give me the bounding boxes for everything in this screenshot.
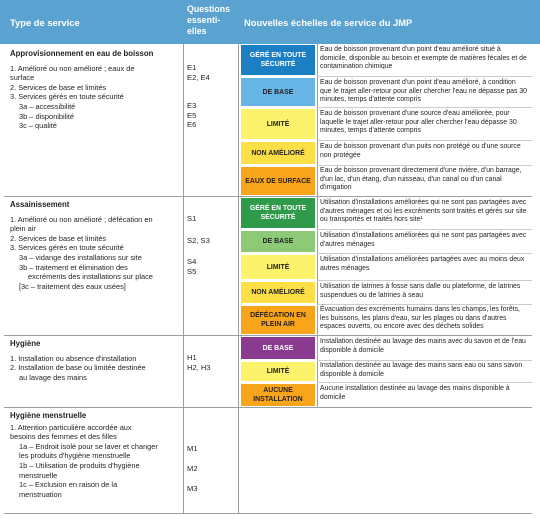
row-divider	[317, 304, 532, 305]
section-sanitation: Assainissement 1. Amélioré ou non amélioré ; défécation en plein air 2. Services de base et limités 3. Services gérés en toute sécurité 3a – vidange des installations sur site 3b – traitement et élimination des excréments des installations sur place [3c – traitement des eaux usées]	[10, 200, 186, 291]
header-service-ladders: Nouvelles échelles de service du JMP	[244, 17, 413, 28]
level-badge-limited: LIMITÉ	[241, 362, 315, 381]
level-badge-basic: DE BASE	[241, 337, 315, 359]
level-description: Évacuation des excréments humains dans les champs, les forêts, les buissons, les plans d'eau, sur les plages ou dans d'autres espaces ouverts, ou encore avec des déchets solides	[320, 306, 520, 331]
header-service-type: Type de service	[10, 17, 80, 28]
level-badge-limited: LIMITÉ	[241, 109, 315, 139]
questions-menstrual-hygiene: M1 M2 M3	[187, 444, 198, 493]
section-title: Hygiène	[10, 339, 41, 348]
level-description: Utilisation d'installations améliorées partagées avec au moins deux autres ménages	[320, 256, 525, 272]
row-divider	[317, 107, 532, 108]
row-divider	[317, 253, 532, 254]
row-divider	[317, 165, 532, 166]
level-description: Eau de boisson provenant d'une source d'eau améliorée, pour laquelle le trajet aller-retour pour aller chercher l'eau dépasse 30 minutes, temps d'attente compris	[320, 110, 517, 135]
section-hygiene: Hygiène 1. Installation ou absence d'installation 2. Installation de base ou limitée destinée au lavage des mains	[10, 339, 186, 382]
row-divider	[317, 229, 532, 230]
section-menstrual-hygiene: Hygiène menstruelle 1. Attention particulière accordée aux besoins des femmes et des filles 1a – Endroit isolé pour se laver et changer les produits d'hygiène menstruelle 1b – Utilisation de produits d'hygiène menstruelle 1c – Exclusion en raison de la menstruation	[10, 411, 186, 499]
level-description: Eau de boisson provenant d'un puits non protégé ou d'une source non protégée	[320, 143, 521, 159]
row-divider	[317, 280, 532, 281]
level-badge-open-defecation: DÉFÉCATION EN PLEIN AIR	[241, 306, 315, 334]
level-description: Utilisation d'installations améliorées qui ne sont pas partagées avec d'autres ménages	[320, 232, 527, 248]
questions-sanitation: S1 S2, S3 S4 S5	[187, 214, 210, 276]
level-badge-surface-water: EAUX DE SURFACE	[241, 167, 315, 195]
section-title: Hygiène menstruelle	[10, 411, 87, 420]
row-divider	[317, 140, 532, 141]
level-badge-limited: LIMITÉ	[241, 255, 315, 279]
table-header	[0, 0, 540, 44]
level-badge-basic: DE BASE	[241, 78, 315, 106]
section-divider	[4, 407, 532, 408]
column-divider	[238, 44, 239, 514]
level-description: Installation destinée au lavage des mains avec du savon et de l'eau disponible à domicile	[320, 338, 526, 354]
section-divider	[4, 513, 532, 514]
level-badge-no-facility: AUCUNE INSTALLATION	[241, 384, 315, 406]
level-description: Utilisation de latrines à fosse sans dalle ou plateforme, de latrines suspendues ou de latrines à seau	[320, 283, 521, 299]
questions-water: E1 E2, E4 E3 E5 E6	[187, 63, 210, 130]
level-badge-unimproved: NON AMÉLIORÉ	[241, 142, 315, 164]
questions-hygiene: H1 H2, H3	[187, 353, 211, 372]
section-water: Approvisionnement en eau de boisson 1. Amélioré ou non amélioré ; eaux de surface 2. Services de base et limités 3. Services gérés en toute sécurité 3a – accessibilité 3b – disponibilité 3c – qualité	[10, 49, 186, 131]
section-divider	[4, 196, 532, 197]
level-description: Aucune installation destinée au lavage des mains disponible à domicile	[320, 385, 510, 401]
level-badge-unimproved: NON AMÉLIORÉ	[241, 282, 315, 303]
level-description: Eau de boisson provenant d'un point d'eau amélioré situé à domicile, disponible au besoin et exempte de matières fécales et de contamination chimique	[320, 46, 527, 71]
level-description: Eau de boisson provenant d'un point d'eau amélioré, à condition que le trajet aller-retour pour aller chercher l'eau ne dépasse pas 30 minutes, temps d'attente compris	[320, 79, 528, 104]
level-badge-basic: DE BASE	[241, 231, 315, 252]
row-divider	[317, 76, 532, 77]
column-divider	[317, 44, 318, 407]
level-badge-safely-managed: GÉRÉ EN TOUTE SÉCURITÉ	[241, 45, 315, 75]
level-description: Eau de boisson provenant directement d'une rivière, d'un barrage, d'un lac, d'un étang, d'un ruisseau, d'un canal ou d'un canal d'irrigation	[320, 167, 522, 192]
level-description: Utilisation d'installations améliorées qui ne sont pas partagées avec d'autres ménages et où les excréments sont traités et gérés sur site ou transportés et traités hors site¹	[320, 199, 527, 224]
section-title: Approvisionnement en eau de boisson	[10, 49, 154, 58]
row-divider	[317, 360, 532, 361]
section-title: Assainissement	[10, 200, 70, 209]
section-divider	[4, 335, 532, 336]
level-description: Installation destinée au lavage des mains sans eau ou sans savon disponible à domicile	[320, 362, 523, 378]
row-divider	[317, 382, 532, 383]
header-questions: Questions essenti- elles	[187, 4, 231, 36]
level-badge-safely-managed: GÉRÉ EN TOUTE SÉCURITÉ	[241, 198, 315, 228]
